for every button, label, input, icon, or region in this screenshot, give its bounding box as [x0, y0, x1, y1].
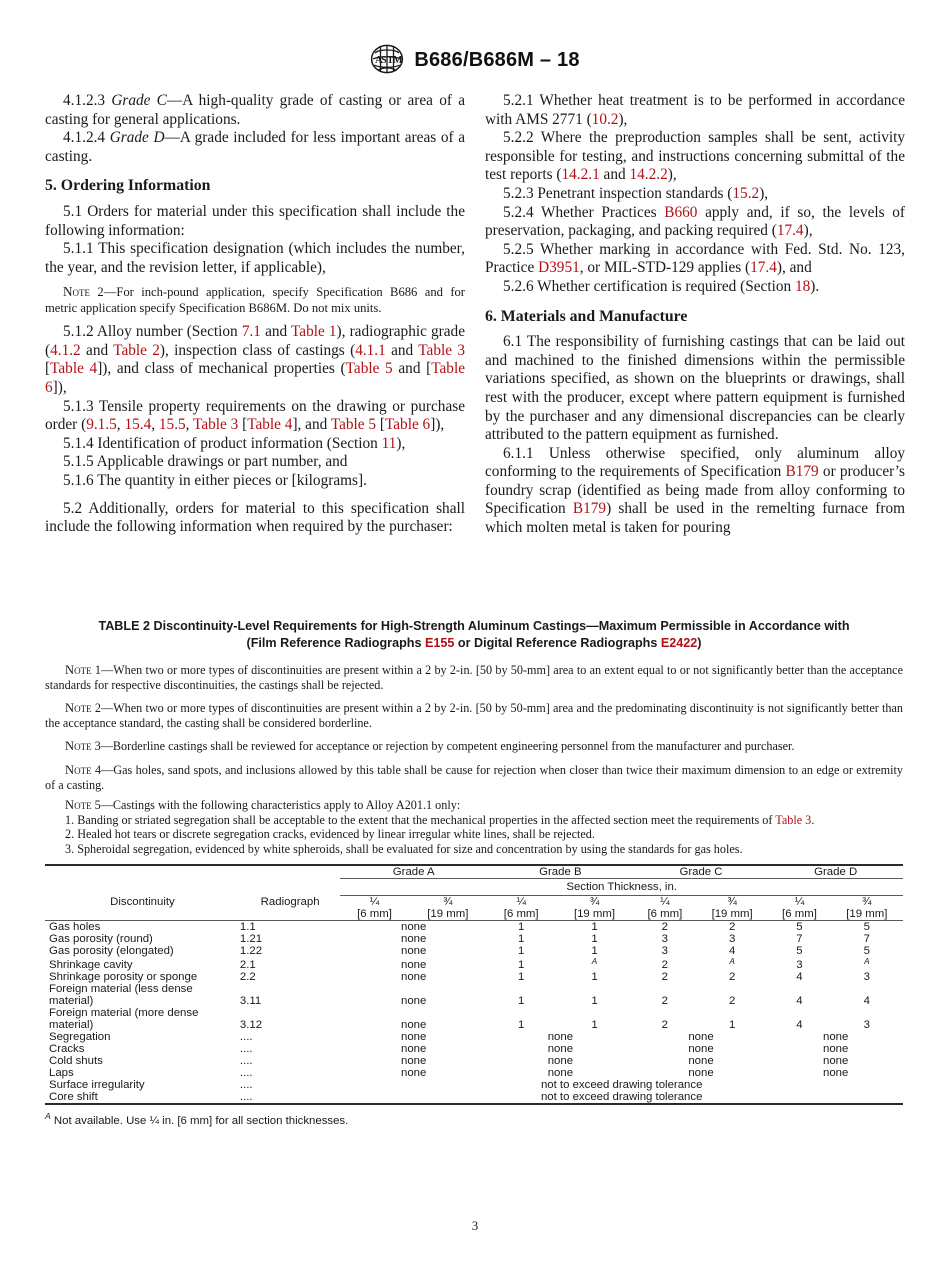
link-table-4[interactable]: Table 4 [247, 416, 293, 434]
note-label: Note [63, 284, 91, 300]
cell-radiograph: 2.1 [239, 959, 256, 972]
cell-c-quarter: 2 [661, 971, 669, 984]
link-table-3[interactable]: Table 3 [193, 416, 239, 434]
cell-b-three-quarter: 1 [591, 932, 598, 945]
table-note-5-item-2: 2. Healed hot tears or discrete segregation cracks, evidenced by linear irregular white lines, shall be rejected. [65, 827, 595, 842]
paragraph-5-1-5: 5.1.5 Applicable drawings or part number, and [63, 453, 348, 471]
cell-c-three-quarter: 3 [728, 932, 736, 945]
section-heading-5: 5. Ordering Information [45, 177, 211, 195]
cell-d-quarter: 4 [796, 971, 803, 984]
table-header-grade-row [45, 865, 903, 879]
cell-b-quarter: 1 [518, 920, 525, 933]
paragraph-4-1-2-4 [45, 129, 465, 166]
header-a-19mm: [19 mm] [427, 907, 469, 920]
header-c-three-quarter: ¾ [727, 895, 737, 908]
link-15-5[interactable]: 15.5 [158, 416, 186, 434]
right-text-column [485, 92, 905, 538]
header-grade-a: Grade A [340, 865, 487, 879]
cell-grade-b: none [547, 1055, 574, 1068]
header-d-19mm: [19 mm] [846, 907, 888, 920]
link-14-2-1[interactable]: 14.2.1 [561, 166, 600, 184]
paragraph-5-1-4: 5.1.4 Identification of product information (Section 11), [63, 434, 406, 452]
link-section-18[interactable]: 18 [794, 277, 811, 295]
cell-grade-a: none [401, 920, 427, 933]
cell-radiograph: .... [239, 1091, 253, 1104]
cell-c-three-quarter: 1 [728, 1019, 736, 1032]
cell-b-three-quarter: 1 [591, 971, 598, 984]
link-e155[interactable]: E155 [424, 635, 455, 650]
cell-radiograph: 3.11 [239, 995, 262, 1008]
cell-c-quarter: 2 [661, 1019, 669, 1032]
link-15-2[interactable]: 15.2 [732, 184, 760, 202]
header-b-three-quarter: ¾ [589, 895, 600, 908]
cell-discontinuity: Cracks [49, 1043, 85, 1056]
cell-c-three-quarter: A [729, 956, 735, 966]
svg-text:M: M [393, 55, 403, 66]
link-table-6[interactable]: Table 6 [45, 360, 465, 396]
left-text-column [45, 92, 465, 537]
svg-text:T: T [387, 55, 394, 66]
paragraph-5-2-3: 5.2.3 Penetrant inspection standards (15.2), [503, 184, 769, 202]
link-table-6[interactable]: Table 6 [384, 416, 431, 434]
cell-b-three-quarter: 1 [591, 995, 598, 1008]
note-2 [45, 284, 465, 316]
link-7-1[interactable]: 7.1 [241, 323, 261, 341]
clause-number: 4.1.2.4 [63, 129, 106, 147]
cell-c-quarter: 2 [661, 920, 669, 933]
header-b-quarter: ¼ [516, 895, 526, 908]
link-section-11[interactable]: 11 [381, 434, 397, 452]
cell-grade-a: none [401, 959, 427, 972]
header-section-thickness: Section Thickness, in. [340, 878, 903, 895]
table-header-mm-row [45, 908, 903, 921]
cell-b-three-quarter: 1 [591, 944, 598, 957]
cell-grade-a: none [401, 1019, 427, 1032]
table-notes [45, 663, 903, 857]
cell-radiograph: .... [239, 1079, 253, 1092]
table-row [45, 1091, 903, 1104]
note-number: 2— [90, 285, 117, 300]
cell-radiograph: .... [239, 1055, 253, 1068]
cell-d-three-quarter: 3 [863, 971, 870, 984]
cell-grade-a: none [401, 1031, 427, 1044]
clause-text: —A grade included for less important areas of a casting. [45, 129, 465, 165]
table-row [45, 920, 903, 933]
cell-b-quarter: 1 [518, 932, 525, 945]
discontinuity-level-table [45, 864, 903, 1106]
cell-b-quarter: 1 [518, 971, 525, 984]
header-a-quarter: ¼ [369, 895, 380, 908]
clause-text: —A high-quality grade of casting or area of a casting for general applications. [45, 92, 465, 128]
table-row [45, 971, 903, 983]
paragraph-5-2-2: 5.2.2 Where the preproduction samples shall be sent, activity responsible for testing, and instructions concerning submittal of the test reports (14.2.1 and 14.2.2), [485, 129, 905, 184]
cell-grade-a: none [401, 971, 427, 984]
cell-grade-c: none [688, 1031, 714, 1044]
cell-d-three-quarter: 4 [863, 995, 870, 1008]
link-b660[interactable]: B660 [664, 203, 698, 221]
cell-full-span: not to exceed drawing tolerance [540, 1091, 703, 1104]
cell-grade-c: none [688, 1067, 714, 1080]
cell-c-quarter: 2 [661, 959, 669, 972]
header-b-19mm: [19 mm] [573, 907, 616, 920]
cell-b-three-quarter: A [591, 956, 598, 966]
cell-d-quarter: 5 [796, 944, 803, 957]
cell-radiograph: 2.2 [239, 971, 256, 984]
paragraph-5-2: 5.2 Additionally, orders for material to this specification shall include the following information when required by the purchaser: [45, 499, 465, 536]
cell-radiograph: .... [239, 1031, 253, 1044]
svg-text:A: A [375, 55, 383, 66]
link-table-3[interactable]: Table 3 [775, 812, 812, 827]
cell-discontinuity: Surface irregularity [49, 1079, 145, 1092]
clause-number: 4.1.2.3 [63, 92, 106, 109]
link-table-5[interactable]: Table 5 [330, 416, 377, 434]
document-header [0, 44, 950, 76]
paragraph-5-1-1: 5.1.1 This specification designation (which includes the number, the year, and the revision letter, if applicable), [45, 240, 465, 276]
astm-logo-icon [370, 44, 404, 76]
link-b179[interactable]: B179 [572, 500, 607, 518]
cell-b-quarter: 1 [518, 1019, 525, 1032]
cell-radiograph: .... [239, 1043, 253, 1056]
cell-full-span: not to exceed drawing tolerance [540, 1079, 703, 1092]
cell-b-three-quarter: 1 [591, 1019, 598, 1032]
cell-grade-a: none [401, 1043, 427, 1056]
link-d3951[interactable]: D3951 [538, 259, 580, 277]
cell-d-quarter: 7 [796, 932, 803, 945]
cell-c-quarter: 3 [661, 944, 669, 957]
cell-grade-d: none [822, 1055, 849, 1068]
paragraph-5-1-3: 5.1.3 Tensile property requirements on the drawing or purchase order (9.1.5, 15.4, 15.5, Table 3 [Table 4], and Table 5 [Table 6]), [45, 397, 465, 434]
cell-b-three-quarter: 1 [591, 920, 598, 933]
link-table-4[interactable]: Table 4 [50, 360, 98, 378]
table-row [45, 1007, 903, 1031]
cell-grade-d: none [822, 1031, 849, 1044]
table-row [45, 1067, 903, 1079]
link-17-4[interactable]: 17.4 [776, 222, 804, 240]
table-row [45, 933, 903, 945]
link-table-2[interactable]: Table 2 [113, 341, 160, 359]
paragraph-5-2-4: 5.2.4 Whether Practices B660 apply and, if so, the levels of preservation, packaging, and packing required (17.4), [485, 203, 905, 240]
link-10-2[interactable]: 10.2 [591, 110, 619, 128]
table-2-block [45, 618, 903, 1128]
grade-label: Grade C [111, 92, 167, 109]
cell-c-three-quarter: 2 [728, 995, 736, 1008]
paragraph-6-1-1: 6.1.1 Unless otherwise specified, only aluminum alloy conforming to the requirements of Specification B179 or producer’s foundry scrap (identified as being made from alloy conforming to Specification B179) shall be used in the remelting furnace from which molten metal is taken for pouring [485, 444, 906, 537]
cell-grade-d: none [822, 1067, 849, 1080]
header-b-6mm: [6 mm] [503, 907, 539, 920]
link-14-2-2[interactable]: 14.2.2 [629, 166, 668, 184]
paragraph-5-1-2: 5.1.2 Alloy number (Section 7.1 and Table 1), radiographic grade (4.1.2 and Table 2), inspection class of castings (4.1.1 and Table 3 [Table 4]), and class of mechanical properties (Table 5 and [Table 6]), [45, 323, 465, 396]
paragraph-4-1-2-3 [45, 92, 465, 129]
cell-radiograph: .... [239, 1067, 253, 1080]
cell-grade-c: none [688, 1055, 714, 1068]
header-d-6mm: [6 mm] [782, 907, 817, 920]
link-table-5[interactable]: Table 5 [345, 360, 393, 378]
cell-discontinuity: Gas porosity (round) [49, 932, 153, 945]
cell-c-three-quarter: 4 [728, 944, 736, 957]
section-heading-6: 6. Materials and Manufacture [485, 307, 688, 325]
paragraph-5-2-1: 5.2.1 Whether heat treatment is to be performed in accordance with AMS 2771 (10.2), [485, 92, 905, 128]
grade-label: Grade D [109, 129, 165, 147]
cell-d-quarter: 3 [796, 959, 803, 972]
table-note-1: Note 1—When two or more types of discontinuities are present within a 2 by 2-in. [50 by 50-mm] area to an extent equal to or not significantly better than the acceptance standards for respective discontinuities, the castings shall be rejected. [45, 663, 903, 692]
table-row [45, 1031, 903, 1043]
table-note-4: Note 4—Gas holes, sand spots, and inclusions allowed by this table shall be cause for rejection when closer than twice their maximum dimension to an edge or extremity of a casting. [45, 762, 904, 792]
header-grade-d: Grade D [768, 865, 903, 879]
cell-discontinuity: Foreign material (more dense material) [49, 1007, 199, 1032]
header-discontinuity: Discontinuity [110, 895, 175, 908]
header-c-19mm: [19 mm] [711, 907, 753, 920]
cell-c-quarter: 2 [661, 995, 669, 1008]
table-row [45, 983, 903, 1007]
header-grade-b: Grade B [487, 865, 634, 879]
header-a-three-quarter: ¾ [443, 895, 453, 908]
document-title: B686/B686M – 18 [414, 48, 580, 71]
cell-discontinuity: Gas porosity (elongated) [49, 944, 174, 957]
paragraph-5-2-6: 5.2.6 Whether certification is required (Section 18). [503, 277, 820, 295]
cell-radiograph: 1.21 [239, 932, 263, 945]
cell-d-quarter: 4 [796, 1019, 803, 1032]
table-row [45, 945, 903, 957]
link-15-4[interactable]: 15.4 [124, 416, 152, 434]
cell-grade-c: none [688, 1043, 714, 1056]
cell-d-three-quarter: 5 [863, 920, 870, 933]
cell-grade-b: none [547, 1067, 574, 1080]
table-row [45, 1055, 903, 1067]
cell-discontinuity: Cold shuts [49, 1055, 103, 1068]
header-a-6mm: [6 mm] [357, 907, 392, 920]
table-body [45, 920, 903, 1104]
cell-grade-b: none [547, 1043, 574, 1056]
cell-d-quarter: 5 [796, 920, 803, 933]
table-footnote [45, 1109, 903, 1128]
cell-discontinuity: Core shift [49, 1091, 98, 1104]
cell-grade-d: none [822, 1043, 849, 1056]
page-number: 3 [471, 1218, 479, 1233]
cell-grade-a: none [401, 1067, 427, 1080]
paragraph-5-1-6: 5.1.6 The quantity in either pieces or [kilograms]. [63, 471, 367, 489]
cell-c-quarter: 3 [661, 932, 669, 945]
table-row [45, 1079, 903, 1091]
table-note-5-item-1: 1. Banding or striated segregation shall be acceptable to the extent that the mechanical properties in the affected section meet the requirements of Table 3. [65, 812, 815, 827]
header-radiograph: Radiograph [260, 895, 320, 908]
header-c-quarter: ¼ [660, 895, 670, 908]
cell-discontinuity: Laps [49, 1067, 74, 1080]
cell-c-three-quarter: 2 [728, 920, 736, 933]
link-4-1-1[interactable]: 4.1.1 [355, 341, 386, 359]
cell-radiograph: 1.22 [239, 944, 263, 957]
link-9-1-5[interactable]: 9.1.5 [86, 416, 117, 434]
paragraph-5-1: 5.1 Orders for material under this specification shall include the following information: [45, 202, 465, 239]
cell-grade-a: none [401, 932, 427, 945]
cell-b-quarter: 1 [518, 995, 525, 1008]
cell-discontinuity: Foreign material (less dense material) [49, 983, 193, 1008]
note-text: For inch-pound application, specify Specification B686 and for metric application specify Specification B686M. Do not mix units. [45, 285, 466, 315]
link-b179[interactable]: B179 [785, 463, 819, 481]
paragraph-5-2-5: 5.2.5 Whether marking in accordance with Fed. Std. No. 123, Practice D3951, or MIL-STD-129 applies (17.4), and [485, 240, 905, 277]
link-table-1[interactable]: Table 1 [291, 323, 337, 341]
cell-d-quarter: 4 [796, 995, 803, 1008]
cell-b-quarter: 1 [518, 944, 525, 957]
table-title-line-1: TABLE 2 Discontinuity-Level Requirements for High-Strength Aluminum Castings—Maximum Permissible in Accordance with [98, 619, 850, 633]
header-d-quarter: ¼ [794, 895, 805, 908]
cell-d-three-quarter: A [864, 956, 870, 966]
table-row [45, 957, 903, 972]
table-note-2: Note 2—When two or more types of discontinuities are present within a 2 by 2-in. [50 by 50-mm] area and the predominating discontinuity is not significantly better than the acceptance standard, the casting shall be considered borderline. [45, 701, 904, 730]
cell-d-three-quarter: 7 [863, 932, 870, 945]
cell-grade-a: none [401, 1055, 427, 1068]
cell-discontinuity: Shrinkage porosity or sponge [49, 971, 198, 984]
cell-radiograph: 3.12 [239, 1019, 263, 1032]
table-note-5-item-3: 3. Spheroidal segregation, evidenced by white spheroids, shall be evaluated for size and concentration by using the standards for gas holes. [65, 841, 743, 856]
header-d-three-quarter: ¾ [862, 895, 872, 908]
table-note-3: Note 3—Borderline castings shall be reviewed for acceptance or rejection by competent engineering personnel from the manufacturer and purchaser. [65, 739, 795, 754]
table-note-5: Note 5—Castings with the following characteristics apply to Alloy A201.1 only: [65, 798, 461, 813]
paragraph-6-1: 6.1 The responsibility of furnishing castings that can be laid out and machined to the finished dimensions within the permissible variations specified, as shown on the blueprints or drawings, shall rest with the producer, except where pattern equipment is furnished by the purchaser and any dimensional discrepancies can be clearly attributed to the pattern equipment as furnished. [485, 333, 905, 444]
cell-grade-a: none [401, 995, 427, 1008]
footnote-text: Not available. Use ¼ in. [6 mm] for all section thicknesses. [50, 1115, 349, 1128]
cell-grade-a: none [401, 944, 427, 957]
cell-c-three-quarter: 2 [728, 971, 736, 984]
table-2-title: TABLE 2 Discontinuity-Level Requirements for High-Strength Aluminum Castings—Maximum Permissible in Accordance with (Film Reference Radiographs E155 or Digital Reference Radiographs E2422) [98, 619, 850, 650]
table-row [45, 1043, 903, 1055]
cell-radiograph: 1.1 [239, 920, 256, 933]
cell-d-three-quarter: 5 [863, 944, 870, 957]
link-table-3[interactable]: Table 3 [418, 341, 465, 359]
header-c-6mm: [6 mm] [647, 907, 683, 920]
cell-discontinuity: Shrinkage cavity [49, 959, 133, 972]
cell-d-three-quarter: 3 [863, 1019, 870, 1032]
cell-discontinuity: Segregation [49, 1031, 111, 1044]
link-17-4[interactable]: 17.4 [750, 259, 777, 277]
svg-text:S: S [381, 55, 387, 66]
cell-discontinuity: Gas holes [49, 920, 101, 933]
cell-b-quarter: 1 [518, 959, 525, 972]
footnote-marker: A [45, 1111, 51, 1122]
cell-grade-b: none [547, 1031, 574, 1044]
link-e2422[interactable]: E2422 [660, 635, 698, 650]
header-grade-c: Grade C [634, 865, 769, 879]
link-4-1-2[interactable]: 4.1.2 [50, 341, 81, 359]
